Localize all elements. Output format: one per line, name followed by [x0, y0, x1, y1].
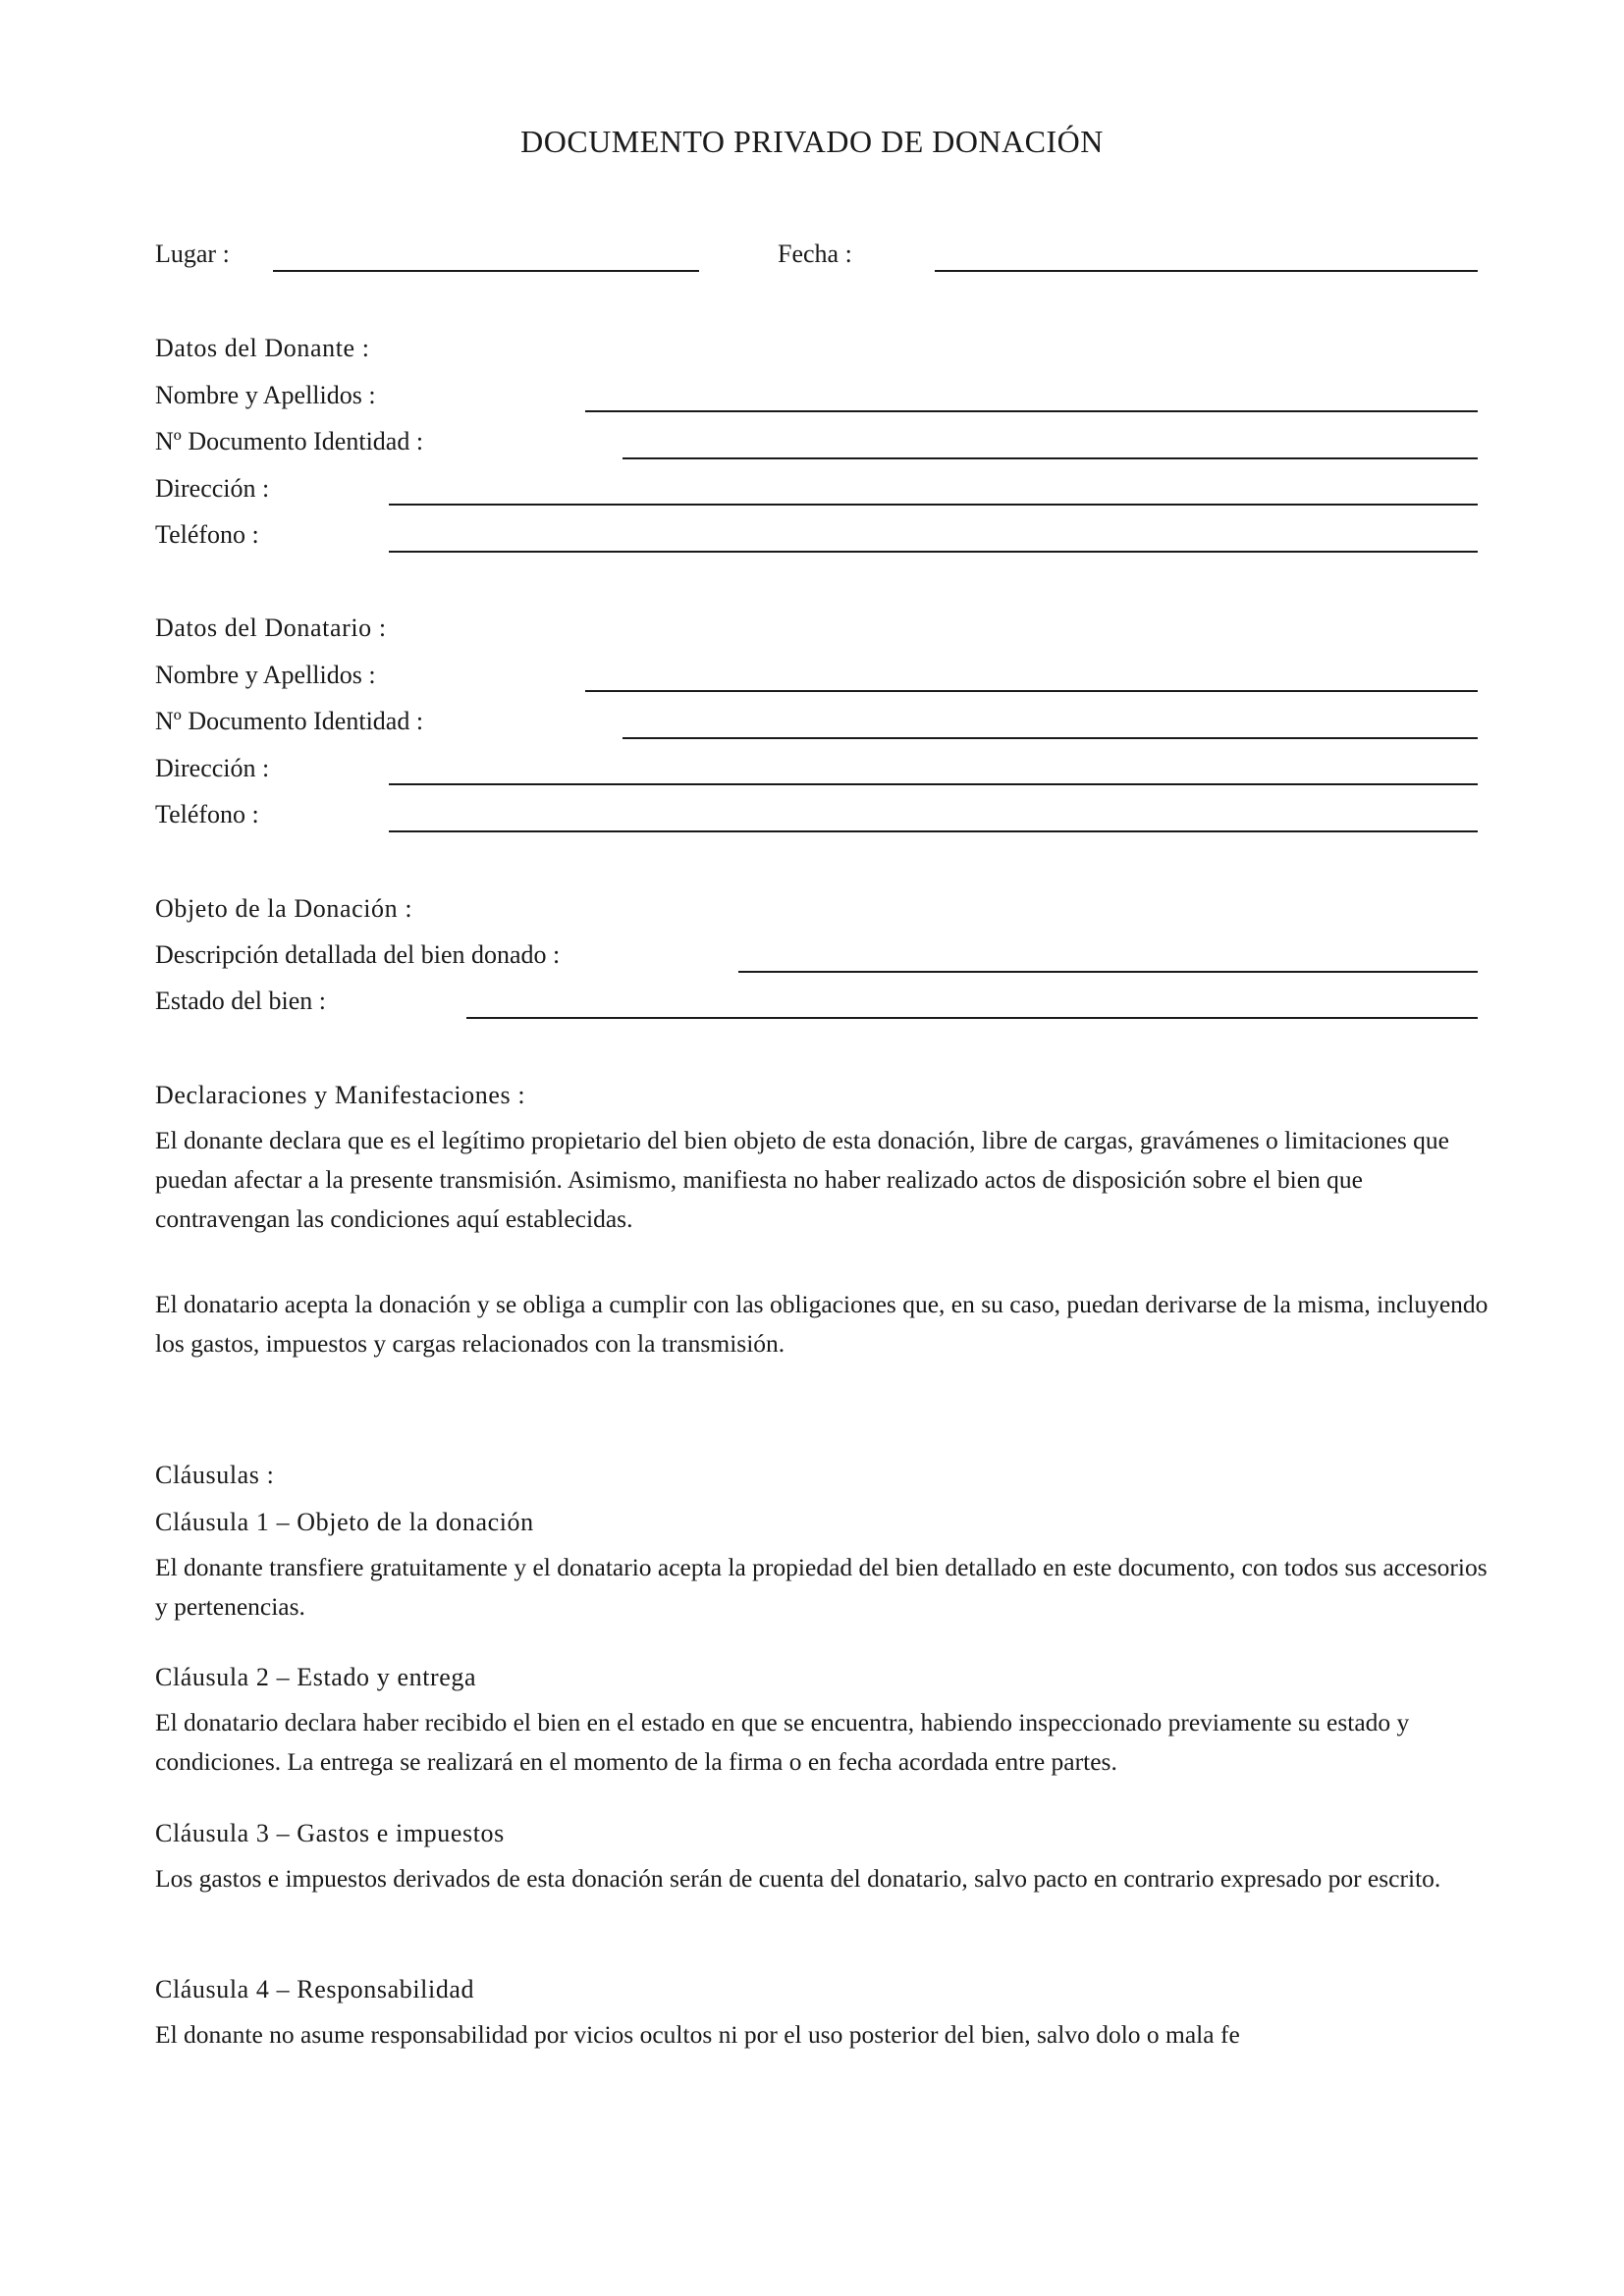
donante-documento-label: Nº Documento Identidad :	[155, 427, 424, 455]
clausula-3-title: Cláusula 3 – Gastos e impuestos	[155, 1819, 505, 1847]
donatario-heading: Datos del Donatario :	[155, 614, 387, 642]
estado-label: Estado del bien :	[155, 987, 327, 1015]
objeto-heading: Objeto de la Donación :	[155, 894, 413, 923]
descripcion-field[interactable]	[738, 971, 1478, 973]
clausula-4-text: El donante no asume responsabilidad por vicios ocultos ni por el uso posterior del bien, salvo dolo o mala fe	[155, 2020, 1240, 2049]
donatario-documento-label: Nº Documento Identidad :	[155, 707, 424, 735]
declaraciones-heading: Declaraciones y Manifestaciones :	[155, 1081, 526, 1109]
clausula-1-title: Cláusula 1 – Objeto de la donación	[155, 1508, 534, 1536]
donatario-telefono-field[interactable]	[389, 830, 1478, 832]
clausula-4-title: Cláusula 4 – Responsabilidad	[155, 1975, 475, 2003]
donatario-nombre-label: Nombre y Apellidos :	[155, 661, 376, 689]
donante-direccion-field[interactable]	[389, 504, 1478, 506]
document-title: DOCUMENTO PRIVADO DE DONACIÓN	[520, 124, 1104, 159]
clausula-3-text: Los gastos e impuestos derivados de esta donación serán de cuenta del donatario, salvo pacto en contrario expresado por escrito.	[155, 1864, 1441, 1893]
donante-heading: Datos del Donante :	[155, 334, 370, 362]
donatario-documento-field[interactable]	[623, 737, 1478, 739]
declaraciones-paragraph-1: El donante declara que es el legítimo propietario del bien objeto de esta donación, libre de cargas, gravámenes o limitaciones que puedan afectar a la presente transmisión. Asimismo, manifiesta no haber realizado actos de disposición sobre el bien que contravengan las condiciones aquí establecidas.	[155, 1126, 1449, 1233]
clausula-2-text: El donatario declara haber recibido el bien en el estado en que se encuentra, habiendo inspeccionado previamente su estado y condiciones. La entrega se realizará en el momento de la firma o en fecha acordada entre partes.	[155, 1708, 1410, 1776]
clausula-2-title: Cláusula 2 – Estado y entrega	[155, 1663, 477, 1691]
clausulas-heading: Cláusulas :	[155, 1461, 275, 1489]
declaraciones-paragraph-2: El donatario acepta la donación y se obliga a cumplir con las obligaciones que, en su caso, puedan derivarse de la misma, incluyendo los gastos, impuestos y cargas relacionados con la transmisión.	[155, 1290, 1489, 1358]
clausula-1-text: El donante transfiere gratuitamente y el donatario acepta la propiedad del bien detallado en este documento, con todos sus accesorios y pertenencias.	[155, 1553, 1488, 1621]
donatario-direccion-field[interactable]	[389, 783, 1478, 785]
lugar-label: Lugar :	[155, 240, 230, 268]
donante-telefono-label: Teléfono :	[155, 520, 259, 549]
donante-nombre-label: Nombre y Apellidos :	[155, 381, 376, 409]
donante-nombre-field[interactable]	[585, 410, 1478, 412]
fecha-field[interactable]	[935, 270, 1478, 272]
donante-telefono-field[interactable]	[389, 551, 1478, 553]
donante-documento-field[interactable]	[623, 457, 1478, 459]
donatario-direccion-label: Dirección :	[155, 754, 270, 782]
lugar-field[interactable]	[273, 270, 699, 272]
estado-field[interactable]	[466, 1017, 1478, 1019]
descripcion-label: Descripción detallada del bien donado :	[155, 940, 561, 969]
donante-direccion-label: Dirección :	[155, 474, 270, 503]
donatario-telefono-label: Teléfono :	[155, 800, 259, 828]
fecha-label: Fecha :	[778, 240, 852, 268]
donatario-nombre-field[interactable]	[585, 690, 1478, 692]
